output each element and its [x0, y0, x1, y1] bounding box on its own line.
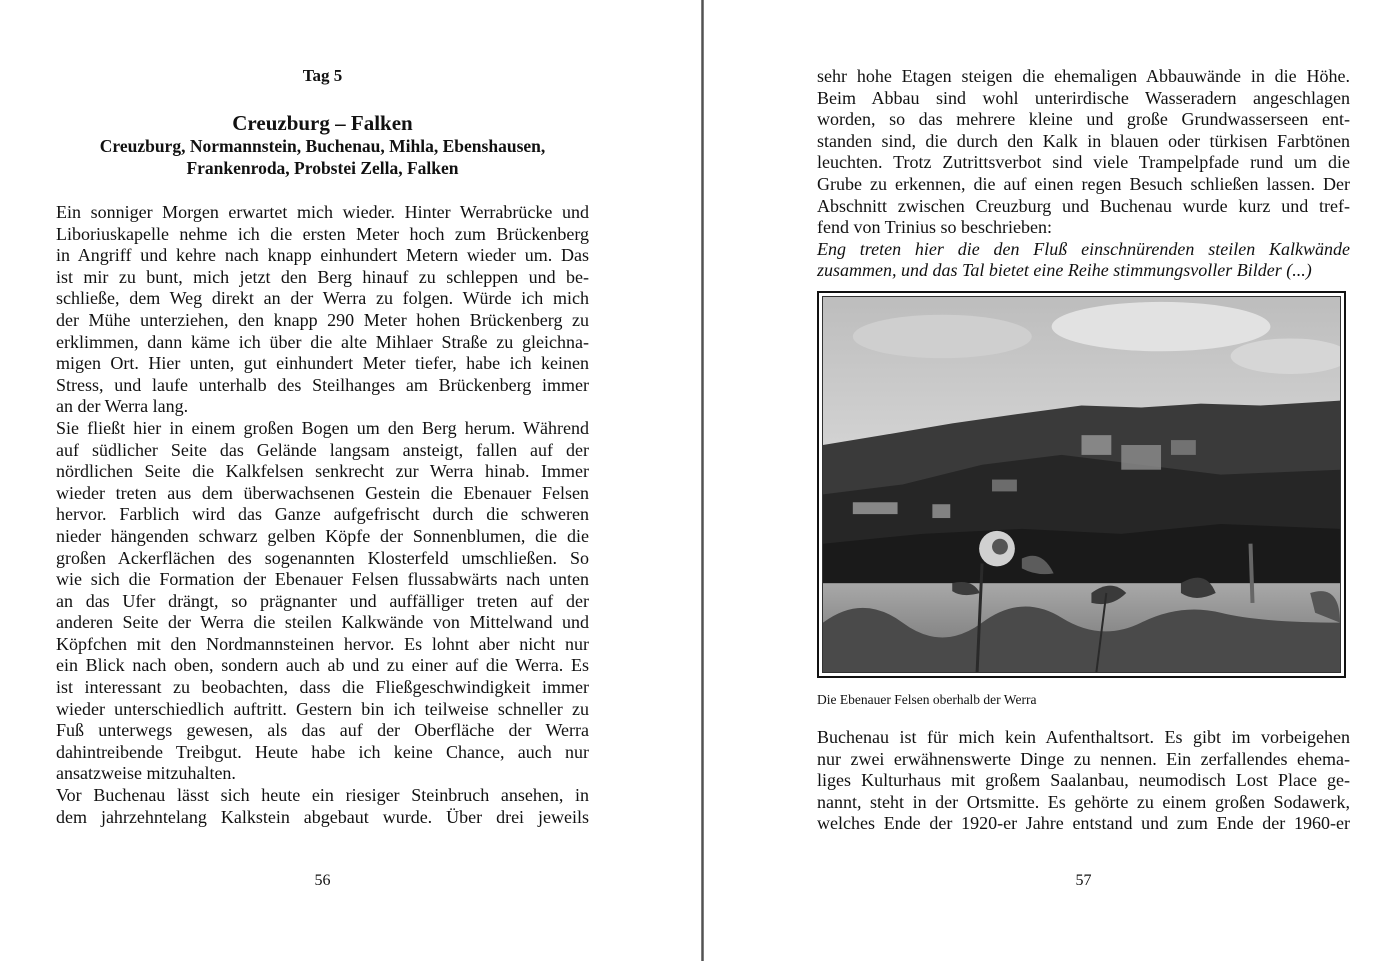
text-line: anderen Seite der Werra die steilen Kalkwände von Mittelwand und [56, 612, 589, 633]
text-line: nördlichen Seite die Kalkfelsen senkrecht zur Werra hinab. Immer [56, 461, 589, 482]
quote-line: zusammen, und das Tal bietet eine Reihe stimmungsvoller Bilder (...) [817, 260, 1312, 281]
right-body-text-bottom [817, 727, 1350, 835]
chapter-title: Creuzburg – Falken [232, 111, 413, 135]
text-line: schließe, dem Weg direkt an der Werra zu folgen. Würde ich mich [56, 288, 589, 309]
landscape-photo [822, 296, 1341, 673]
subtitle-line: Creuzburg, Normannstein, Buchenau, Mihla, Ebenshausen, [99, 136, 546, 156]
text-line: Buchenau ist für mich kein Aufenthaltsort. Es gibt im vorbeigehen [817, 727, 1350, 747]
text-line: Grube zu erkennen, die auf einen regen Besuch schließen lassen. Der [817, 173, 1350, 194]
text-line: nur zwei erwähnenswerte Dinge zu nennen. Ein zerfallendes ehema- [817, 748, 1350, 769]
text-line: Liboriuskapelle nehme ich die ersten Meter hoch zum Brückenberg [56, 223, 589, 244]
text-line: welches Ende der 1920-er Jahre entstand und zum Ende der 1960-er [817, 813, 1350, 834]
text-line: an das Ufer drängt, so prägnanter und auffälliger treten auf der [56, 590, 589, 611]
text-line: liges Kulturhaus mit großem Saalanbau, neumodisch Lost Place ge- [817, 770, 1350, 791]
text-line: nannt, steht in der Ortsmitte. Es gehörte zu einem großen Sodawerk, [817, 791, 1350, 812]
text-line: leuchten. Trotz Zutrittsverbot sind viele Trampelpfade rund um die [817, 152, 1350, 173]
text-line: worden, so das mehrere kleine und große Grundwasserseen ent- [817, 109, 1350, 130]
text-line: erklimmen, dann käme ich über die alte Mihlaer Straße zu gleichna- [56, 331, 589, 352]
page-spread-divider [701, 0, 704, 961]
text-line: Abschnitt zwischen Creuzburg und Buchenau wurde kurz und tref- [817, 195, 1350, 216]
day-label: Tag 5 [302, 66, 343, 85]
text-line: Stress, und laufe unterhalb des Steilhanges am Brückenberg immer [56, 374, 589, 395]
photo-caption: Die Ebenauer Felsen oberhalb der Werra [817, 692, 1037, 707]
text-line: auf südlicher Seite das Gelände langsam ansteigt, fallen auf der [56, 439, 589, 460]
text-line: dem jahrzehntelang Kalkstein abgebaut wurde. Über drei jeweils [56, 806, 589, 827]
left-body-text [56, 202, 589, 828]
text-line: standen sind, die durch den Kalk in blauen oder türkisen Farbtönen [817, 130, 1350, 151]
text-line: Vor Buchenau lässt sich heute ein riesiger Steinbruch ansehen, in [56, 785, 589, 806]
right-page [817, 0, 1350, 961]
photo-frame [817, 291, 1346, 678]
text-line: ist mir zu bunt, mich jetzt den Berg hinauf zu schleppen und be- [56, 266, 589, 287]
text-line: Ein sonniger Morgen erwartet mich wieder. Hinter Werrabrücke und [56, 202, 589, 222]
page-number: 56 [314, 872, 331, 889]
text-line: Fuß unterwegs gewesen, als das auf der Oberfläche der Werra [56, 720, 589, 741]
subtitle-line: Frankenroda, Probstei Zella, Falken [186, 157, 459, 178]
text-line: nieder hängenden schwarz gelben Köpfe der Sonnenblumen, die die [56, 525, 589, 546]
text-line: an der Werra lang. [56, 396, 189, 417]
text-line: in Angriff und kehre nach knapp einhundert Metern wieder um. Das [56, 245, 589, 266]
text-line: migen Ort. Hier unten, gut einhundert Meter tiefer, habe ich keinen [56, 353, 589, 374]
text-line: Beim Abbau sind wohl unterirdische Wasseradern angeschlagen [817, 87, 1350, 108]
text-line: wie sich die Formation der Ebenauer Felsen flussabwärts nach unten [56, 569, 589, 590]
text-line: großen Ackerflächen des sogenannten Klosterfeld umschließen. So [56, 547, 589, 568]
text-line: fend von Trinius so beschrieben: [817, 217, 1052, 238]
text-line: der Mühe unterziehen, den knapp 290 Meter hohen Brückenberg zu [56, 309, 589, 330]
text-line: ist interessant zu beobachten, dass die Fließgeschwindigkeit immer [56, 677, 589, 698]
text-line: Köpfchen mit den Nordmannsteinen hervor. Es lohnt aber nicht nur [56, 633, 589, 654]
text-line: Sie fließt hier in einem großen Bogen um den Berg herum. Während [56, 417, 589, 438]
text-line: ansatzweise mitzuhalten. [56, 763, 236, 784]
right-body-text-top [817, 66, 1350, 282]
text-line: wieder treten aus dem überwachsenen Gestein die Ebenauer Felsen [56, 482, 589, 503]
text-line: dahintreibende Treibgut. Heute habe ich keine Chance, auch nur [56, 741, 589, 762]
text-line: sehr hohe Etagen steigen die ehemaligen Abbauwände in die Höhe. [817, 66, 1350, 86]
quote-line: Eng treten hier die den Fluß einschnürenden steilen Kalkwände [817, 238, 1350, 259]
text-line: hervor. Farblich wird das Ganze aufgefrischt durch die schweren [56, 504, 589, 525]
text-line: ein Blick nach oben, sondern auch ab und zu einer auf die Werra. Es [56, 655, 589, 676]
chapter-subtitle [56, 136, 589, 179]
left-page [56, 0, 589, 961]
text-line: wieder unterschiedlich auftritt. Gestern bin ich teilweise schneller zu [56, 698, 589, 719]
page-number: 57 [1075, 872, 1092, 889]
